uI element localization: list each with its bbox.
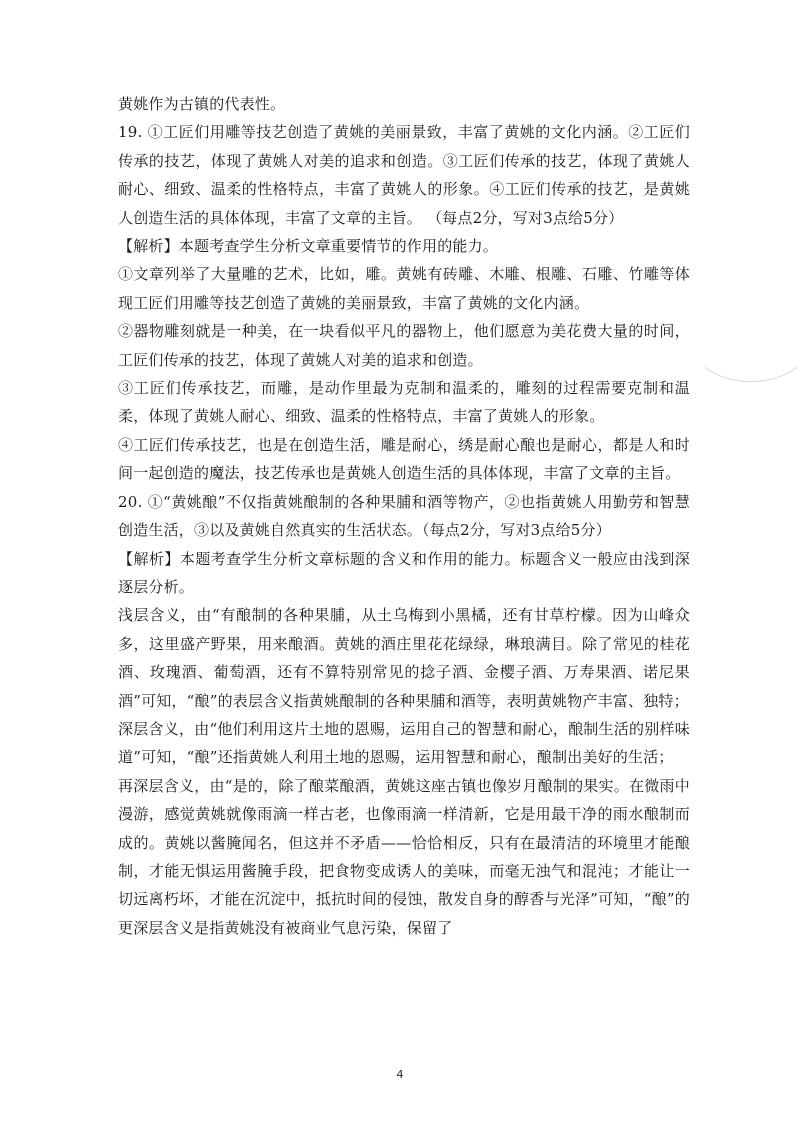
paragraph-intro: 黄姚作为古镇的代表性。 — [118, 95, 286, 113]
page-number: 4 — [396, 1068, 404, 1081]
analysis-20-shallow: 浅层含义，由“有酿制的各种果脯，从土乌梅到小黑橘，还有甘草柠檬。因为山峰众多，这里盛产野果，用来酿酒。黄姚的酒庄里花花绿绿，琳琅满目。除了常见的桂花酒、玫瑰酒、葡萄酒，还有不算特别常见的捻子酒、金樱子酒、万寿果酒、诺尼果酒”可知，“酿”的表层含义指黄姚酿制的各种果脯和酒等，表明黄姚物产丰富、独特； — [118, 606, 690, 710]
analysis-20-deep: 深层含义，由“他们利用这片土地的恩赐，运用自己的智慧和耐心，酿制生活的别样味道”可知，“酿”还指黄姚人利用土地的恩赐，运用智慧和耐心，酿制出美好的生活； — [118, 719, 690, 767]
analysis-19-point-4: ④工匠们传承技艺，也是在创造生活，雕是耐心，绣是耐心酿也是耐心，都是人和时间一起创造的魔法，技艺传承也是黄姚人创造生活的具体体现，丰富了文章的主旨。 — [118, 435, 690, 483]
answer-text — [118, 90, 690, 942]
analysis-20-deeper: 再深层含义，由“是的，除了酿菜酿酒，黄姚这座古镇也像岁月酿制的果实。在微雨中漫游，感觉黄姚就像雨滴一样古老，也像雨滴一样清新，它是用最干净的雨水酿制而成的。黄姚以酱腌闻名，但这并不矛盾——恰恰相反，只有在最清洁的环境里才能酿制，才能无惧运用酱腌手段，把食物变成诱人的美味，而毫无浊气和混沌；才能让一切远离朽坏，才能在沉淀中，抵抗时间的侵蚀，散发自身的醇香与光泽”可知，“酿”的更深层含义是指黄姚没有被商业气息污染，保留了 — [118, 776, 690, 937]
answer-20: 20. ①“黄姚酿”不仅指黄姚酿制的各种果脯和酒等物产，②也指黄姚人用勤劳和智慧创造生活，③以及黄姚自然真实的生活状态。（每点2分，写对3点给5分） — [118, 492, 690, 540]
scan-artifact — [690, 300, 800, 382]
analysis-19-point-3: ③工匠们传承技艺，而雕，是动作里最为克制和温柔的，雕刻的过程需要克制和温柔，体现了黄姚人耐心、细致、温柔的性格特点，丰富了黄姚人的形象。 — [118, 379, 690, 426]
analysis-19-heading: 【解析】本题考查学生分析文章重要情节的作用的能力。 — [118, 237, 499, 256]
analysis-19-point-1: ①文章列举了大量雕的艺术，比如，雕。黄姚有砖雕、木雕、根雕、石雕、竹雕等体现工匠们用雕等技艺创造了黄姚的美丽景致，丰富了黄姚的文化内涵。 — [118, 265, 690, 312]
analysis-20-heading: 【解析】本题考查学生分析文章标题的含义和作用的能力。标题含义一般应由浅到深逐层分析。 — [118, 549, 690, 596]
analysis-19-point-2: ②器物雕刻就是一种美，在一块看似平凡的器物上，他们愿意为美花费大量的时间，工匠们传承的技艺，体现了黄姚人对美的追求和创造。 — [118, 322, 690, 369]
answer-19: 19. ①工匠们用雕等技艺创造了黄姚的美丽景致，丰富了黄姚的文化内涵。②工匠们传承的技艺，体现了黄姚人对美的追求和创造。③工匠们传承的技艺，体现了黄姚人耐心、细致、温柔的性格特点，丰富了黄姚人的形象。④工匠们传承的技艺，是黄姚人创造生活的具体体现，丰富了文章的主旨。 （每点2分，写对3点给5分） — [118, 123, 690, 227]
